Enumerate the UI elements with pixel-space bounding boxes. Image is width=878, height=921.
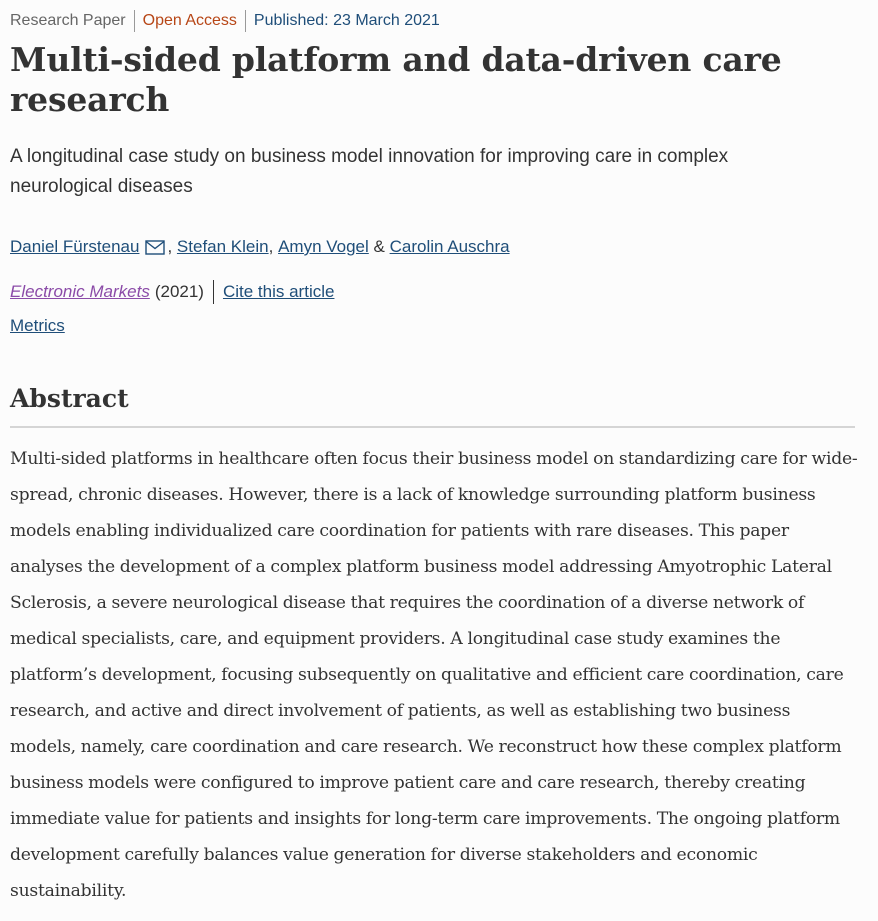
author-link-carolin-auschra[interactable]: Carolin Auschra bbox=[389, 237, 510, 256]
article-title: Multi-sided platform and data-driven care research bbox=[10, 40, 782, 119]
journal-link[interactable]: Electronic Markets bbox=[10, 282, 150, 301]
author-link-stefan-klein[interactable]: Stefan Klein bbox=[176, 237, 269, 256]
article-subtitle: A longitudinal case study on business model innovation for improving care in complex neurological diseases bbox=[10, 146, 729, 197]
author-separator-and: & bbox=[368, 237, 390, 256]
author-link-daniel-furstenau[interactable]: Daniel Fürstenau bbox=[10, 237, 140, 256]
abstract-text: Multi-sided platforms in healthcare often focus their business model on standardizing care for wide-spread, chronic diseases. However, there is a lack of knowledge surrounding platform business models enabling individualized care coordination for patients with rare diseases. This paper analyses the development of a complex platform business model addressing Amyotrophic Lateral Sclerosis, a severe neurological disease that requires the coordination of a diverse network of medical specialists, care, and equipment providers. A longitudinal case study examines the platform’s development, focusing subsequently on qualitative and efficient care coordination, care research, and active and direct involvement of patients, as well as establishing two business models, namely, care coordination and care research. We reconstruct how these complex platform business models were configured to improve patient care and care research, thereby creating immediate value for patients and insights for long-term care improvements. The ongoing platform development carefully balances value generation for diverse stakeholders and economic sustainability. bbox=[10, 449, 858, 901]
author-separator: , bbox=[167, 237, 177, 256]
open-access-label: Open Access bbox=[134, 10, 245, 32]
journal-info bbox=[10, 280, 868, 304]
cite-article-link[interactable]: Cite this article bbox=[222, 282, 335, 301]
journal-year: (2021) bbox=[150, 280, 214, 304]
author-list bbox=[10, 234, 868, 260]
metrics-link[interactable]: Metrics bbox=[10, 316, 65, 335]
author-link-amyn-vogel[interactable]: Amyn Vogel bbox=[278, 237, 369, 256]
metrics-row bbox=[10, 314, 868, 338]
envelope-icon[interactable] bbox=[145, 237, 165, 252]
article-type-label: Research Paper bbox=[10, 12, 126, 29]
published-date: Published: 23 March 2021 bbox=[245, 10, 448, 32]
article-meta-bar bbox=[10, 0, 868, 32]
author-separator: , bbox=[268, 237, 279, 256]
abstract-heading: Abstract bbox=[10, 382, 855, 428]
